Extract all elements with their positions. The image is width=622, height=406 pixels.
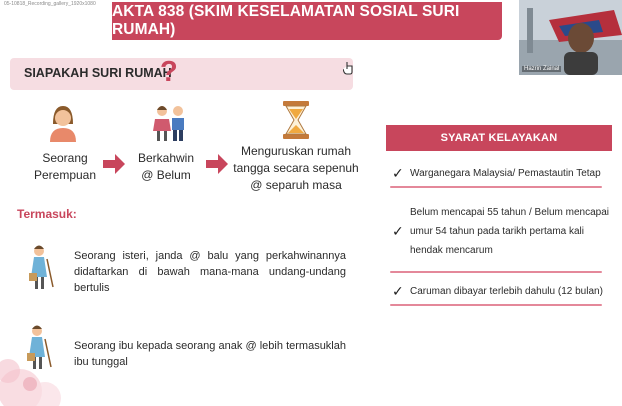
divider <box>390 304 602 306</box>
flow-step-line: Perempuan <box>33 168 97 182</box>
requirement-line: Caruman dibayar terlebih dahulu (12 bulan) <box>410 286 603 297</box>
divider <box>390 186 602 188</box>
participant-video[interactable] <box>519 0 622 75</box>
requirement-contribution <box>410 282 618 301</box>
section-header <box>10 58 353 90</box>
included-item-mother: Seorang ibu kepada seorang anak @ lebih termasuklah ibu tunggal <box>74 340 346 368</box>
included-label: Termasuk: <box>17 207 77 221</box>
couple-icon <box>150 103 190 143</box>
check-icon: ✓ <box>392 223 404 239</box>
requirement-line: Warganegara Malaysia/ Pemastautin Tetap <box>410 168 601 179</box>
section-label: SIAPAKAH SURI RUMAH <box>24 66 172 80</box>
requirement-line: Belum mencapai 55 tahun / Belum mencapai <box>410 207 610 218</box>
housewife-icon <box>25 323 53 373</box>
arrow-right-icon <box>103 154 125 174</box>
hourglass-icon <box>281 100 311 140</box>
flow-step-line: @ separuh masa <box>250 178 342 192</box>
flow-step-household <box>228 143 364 194</box>
question-mark: ? <box>160 56 178 88</box>
check-icon: ✓ <box>392 165 404 181</box>
slide-title: AKTA 838 (SKIM KESELAMATAN SOSIAL SURI RUMAH) <box>112 2 502 40</box>
arrow-right-icon <box>206 154 228 174</box>
flow-step-line: @ Belum <box>141 168 191 182</box>
flow-step-line: Berkahwin <box>137 151 195 165</box>
requirement-line: hendak mencarum <box>410 245 493 256</box>
participant-name: Hazrin Zainal <box>524 66 560 72</box>
divider <box>390 271 602 273</box>
hand-cursor-icon <box>343 61 355 75</box>
flow-step-line: Seorang <box>42 151 88 165</box>
included-item-wife: Seorang isteri, janda @ balu yang perkahwinannya didaftarkan di bawah mana-mana undang-undang bertulis <box>74 250 346 294</box>
video-frame-icon <box>519 0 622 75</box>
requirement-line: umur 54 tahun pada tarikh pertama kali <box>410 226 584 237</box>
requirement-citizen <box>410 164 615 183</box>
flow-step-line: Menguruskan rumah <box>240 144 352 158</box>
requirement-age <box>410 203 618 260</box>
housewife-icon <box>27 243 55 293</box>
flow-step-woman <box>20 150 110 184</box>
woman-icon <box>47 104 79 142</box>
check-icon: ✓ <box>392 283 404 299</box>
flow-step-married <box>120 150 212 184</box>
requirements-header: SYARAT KELAYAKAN <box>386 125 612 151</box>
flow-step-line: tangga secara sepenuh <box>233 161 359 175</box>
window-caption: 05-10818_Recording_gallery_1920x1080 <box>4 1 96 7</box>
